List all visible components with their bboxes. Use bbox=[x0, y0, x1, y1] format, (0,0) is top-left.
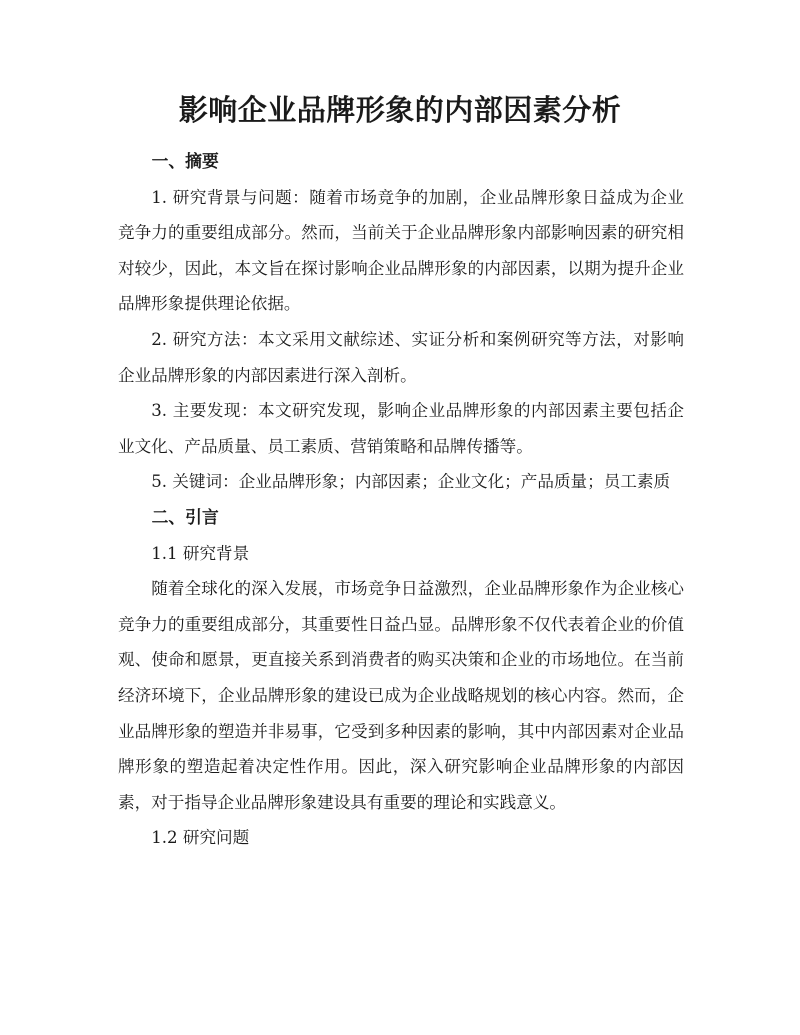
introduction-heading: 二、引言 bbox=[151, 506, 219, 527]
document-title: 影响企业品牌形象的内部因素分析 bbox=[178, 93, 622, 127]
document-body bbox=[118, 144, 684, 856]
abstract-paragraph-keywords: 5. 关键词：企业品牌形象；内部因素；企业文化；产品质量；员工素质 bbox=[151, 472, 671, 492]
abstract-paragraph-methods: 2. 研究方法：本文采用文献综述、实证分析和案例研究等方法，对影响企业品牌形象的内部因素进行深入剖析。 bbox=[118, 329, 684, 385]
abstract-heading: 一、摘要 bbox=[151, 151, 219, 171]
subheading-research-background: 1.1 研究背景 bbox=[151, 543, 250, 563]
abstract-paragraph-background: 1. 研究背景与问题：随着市场竞争的加剧，企业品牌形象日益成为企业竞争力的重要组成部分。然而，当前关于企业品牌形象内部影响因素的研究相对较少，因此，本文旨在探讨影响企业品牌形象的内部因素，以期为提升企业品牌形象提供理论依据。 bbox=[118, 187, 684, 314]
abstract-paragraph-findings: 3. 主要发现：本文研究发现，影响企业品牌形象的内部因素主要包括企业文化、产品质量、员工素质、营销策略和品牌传播等。 bbox=[118, 401, 684, 456]
introduction-paragraph: 随着全球化的深入发展，市场竞争日益激烈，企业品牌形象作为企业核心竞争力的重要组成部分，其重要性日益凸显。品牌形象不仅代表着企业的价值观、使命和愿景，更直接关系到消费者的购买决策和企业的市场地位。在当前经济环境下，企业品牌形象的建设已成为企业战略规划的核心内容。然而，企业品牌形象的塑造并非易事，它受到多种因素的影响，其中内部因素对企业品牌形象的塑造起着决定性作用。因此，深入研究影响企业品牌形象的内部因素，对于指导企业品牌形象建设具有重要的理论和实践意义。 bbox=[118, 579, 684, 812]
subheading-research-question: 1.2 研究问题 bbox=[151, 828, 250, 848]
